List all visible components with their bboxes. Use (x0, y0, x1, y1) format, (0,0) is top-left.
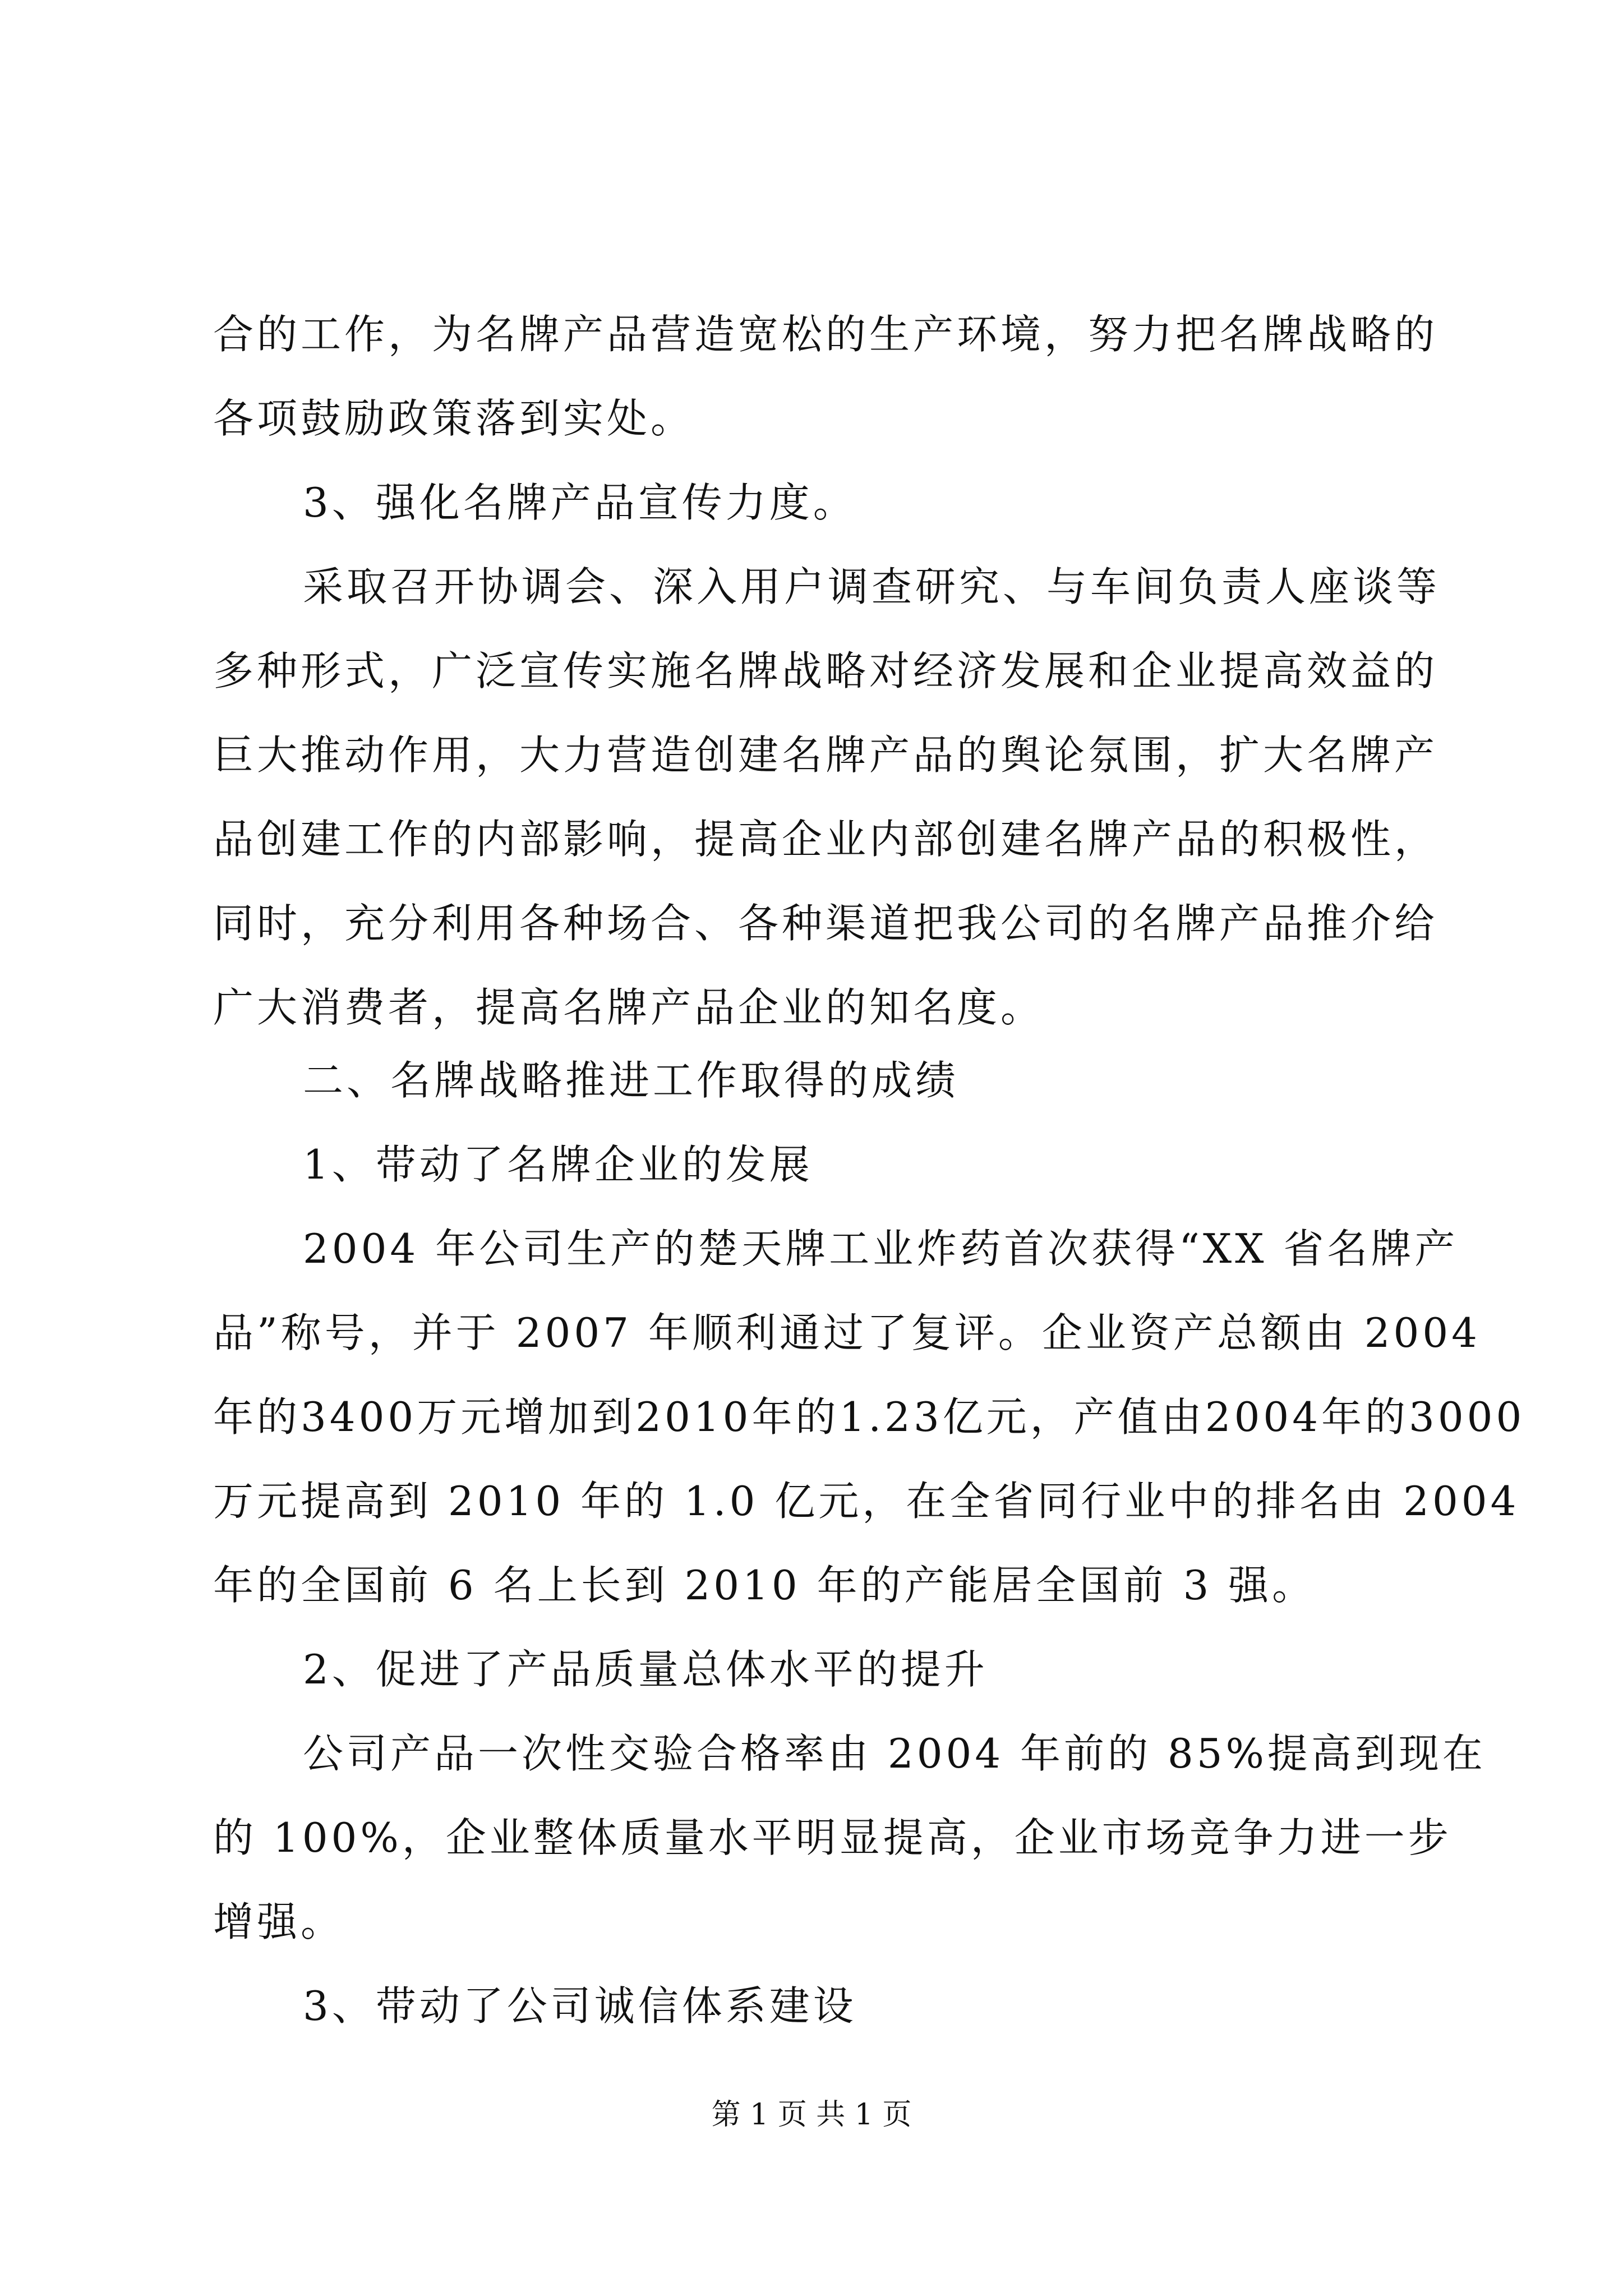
paragraph-line: 的 100%，企业整体质量水平明显提高，企业市场竞争力进一步 (213, 1814, 1452, 1861)
section-heading: 1、带动了名牌企业的发展 (303, 1141, 813, 1188)
paragraph-line: 合的工作，为名牌产品营造宽松的生产环境，努力把名牌战略的 (213, 311, 1438, 358)
paragraph-line: 增强。 (213, 1898, 345, 1945)
paragraph-line: 2004 年公司生产的楚天牌工业炸药首次获得“XX 省名牌产 (303, 1225, 1459, 1272)
section-heading: 3、强化名牌产品宣传力度。 (303, 479, 857, 526)
paragraph-line: 广大消费者，提高名牌产品企业的知名度。 (213, 984, 1045, 1031)
paragraph-line: 多种形式，广泛宣传实施名牌战略对经济发展和企业提高效益的 (213, 647, 1438, 694)
section-heading: 二、名牌战略推进工作取得的成绩 (303, 1057, 960, 1104)
paragraph-line: 公司产品一次性交验合格率由 2004 年前的 85%提高到现在 (303, 1730, 1486, 1777)
paragraph-line: 同时，充分利用各种场合、各种渠道把我公司的名牌产品推介给 (213, 900, 1438, 947)
paragraph-line: 采取召开协调会、深入用户调查研究、与车间负责人座谈等 (303, 563, 1441, 610)
paragraph-line: 年的3400万元增加到2010年的1.23亿元，产值由2004年的3000 (213, 1393, 1525, 1441)
paragraph-line: 品创建工作的内部影响，提高企业内部创建名牌产品的积极性， (213, 816, 1438, 863)
page-footer: 第 1 页 共 1 页 (711, 2098, 912, 2132)
paragraph-line: 年的全国前 6 名上长到 2010 年的产能居全国前 3 强。 (213, 1562, 1316, 1609)
section-heading: 2、促进了产品质量总体水平的提升 (303, 1646, 988, 1693)
paragraph-line: 巨大推动作用，大力营造创建名牌产品的舆论氛围，扩大名牌产 (213, 731, 1438, 779)
paragraph-line: 品”称号，并于 2007 年顺利通过了复评。企业资产总额由 2004 (213, 1309, 1481, 1356)
paragraph-line: 万元提高到 2010 年的 1.0 亿元，在全省同行业中的排名由 2004 (213, 1478, 1520, 1525)
section-heading: 3、带动了公司诚信体系建设 (303, 1982, 857, 2030)
paragraph-line: 各项鼓励政策落到实处。 (213, 395, 695, 442)
